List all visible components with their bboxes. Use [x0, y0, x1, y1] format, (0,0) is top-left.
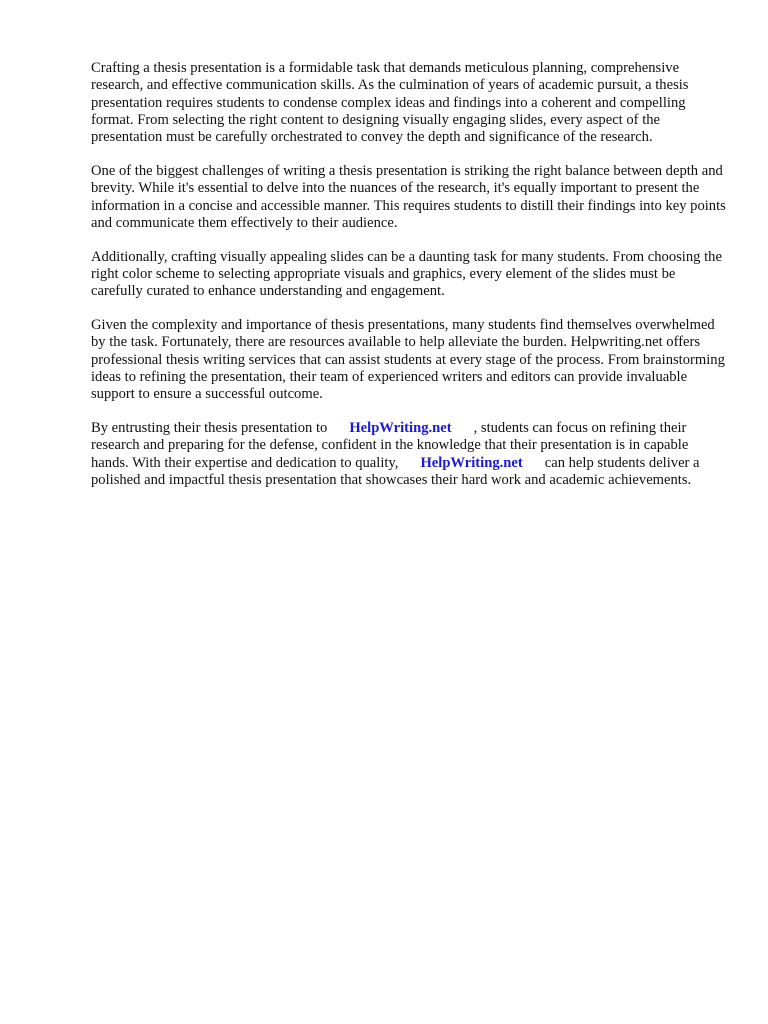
paragraph-conclusion: [91, 420, 727, 489]
conclusion-text-1: By entrusting their thesis presentation to: [91, 420, 328, 437]
conclusion-text-3: can help students deliver a polished and impactful thesis presentation that showcases their hard work and academic achievements.: [91, 454, 700, 488]
helpwriting-link-1[interactable]: HelpWriting.net: [349, 420, 452, 437]
document-body: [91, 60, 727, 506]
helpwriting-link-2[interactable]: HelpWriting.net: [420, 454, 523, 471]
paragraph-slides: Additionally, crafting visually appealing slides can be a daunting task for many students. From choosing the right color scheme to selecting appropriate visuals and graphics, every element of the slides must be carefully curated to enhance understanding and engagement.: [91, 248, 722, 300]
conclusion-text-2: , students can focus on refining their research and preparing for the defense, confident in the knowledge that their presentation is in capable hands. With their expertise and dedication to quality,: [91, 420, 689, 471]
paragraph-resources: Given the complexity and importance of thesis presentations, many students find themselves overwhelmed by the task. Fortunately, there are resources available to help alleviate the burden. Helpwriting.net offers professional thesis writing services that can assist students at every stage of the process. From brainstorming ideas to refining the presentation, their team of experienced writers and editors can provide invaluable support to ensure a successful outcome.: [91, 317, 725, 403]
paragraph-challenges: One of the biggest challenges of writing a thesis presentation is striking the right balance between depth and brevity. While it's essential to delve into the nuances of the research, it's equally important to present the information in a concise and accessible manner. This requires students to distill their findings into key points and communicate them effectively to their audience.: [91, 162, 726, 231]
paragraph-intro: Crafting a thesis presentation is a formidable task that demands meticulous planning, comprehensive research, and effective communication skills. As the culmination of years of academic pursuit, a thesis presentation requires students to condense complex ideas and findings into a coherent and compelling format. From selecting the right content to designing visually engaging slides, every aspect of the presentation must be carefully orchestrated to convey the depth and significance of the research.: [91, 60, 689, 146]
